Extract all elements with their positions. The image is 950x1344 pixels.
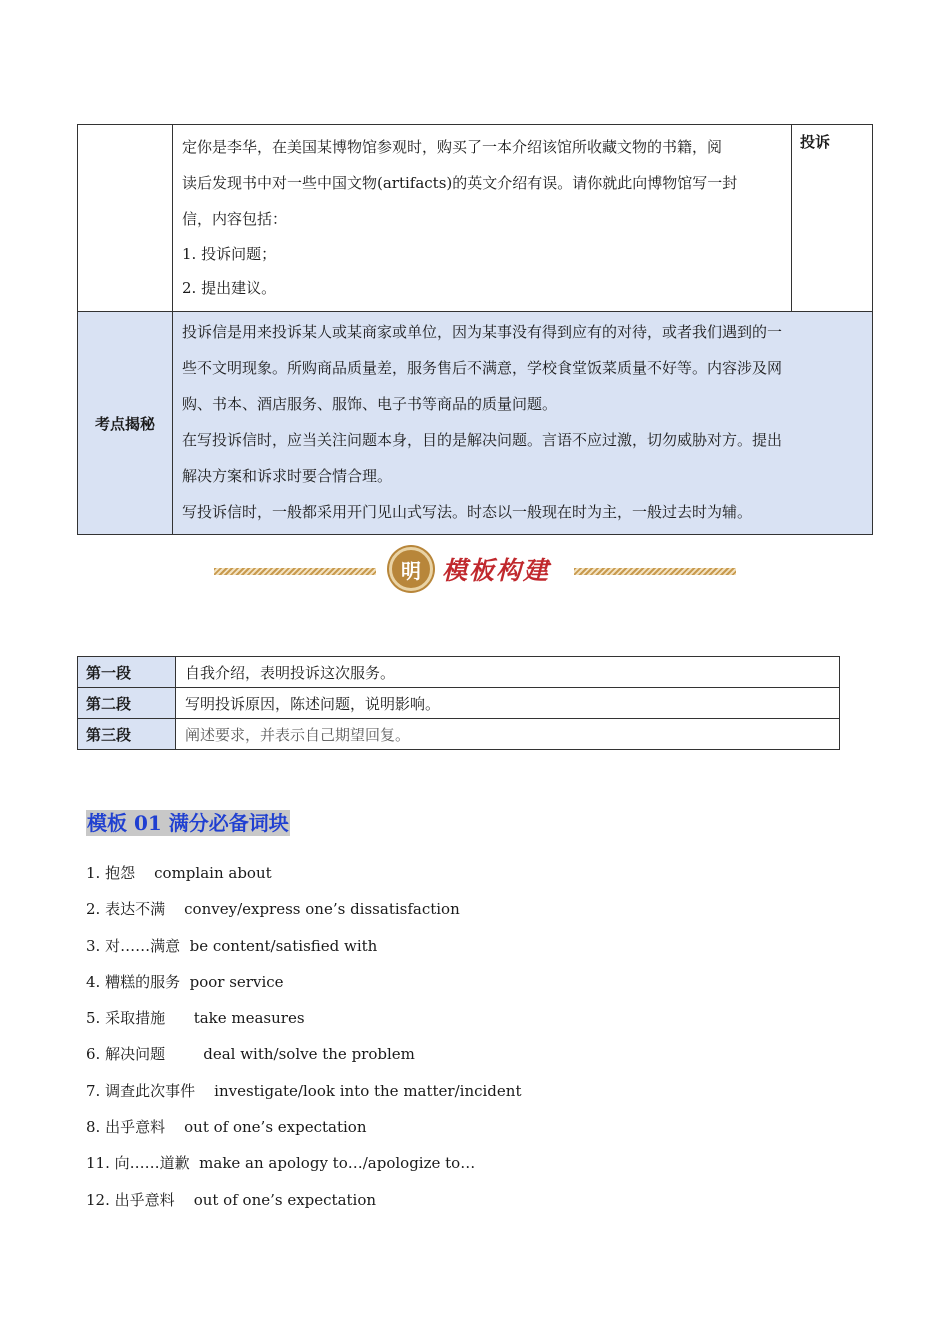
paragraph-text: 阐述要求，并表示自己期望回复。 [176,719,840,750]
paragraph-text: 写明投诉原因，陈述问题，说明影响。 [176,688,840,719]
section-heading: 模板 01 满分必备词块 [87,811,289,835]
list-item: 6. 解决问题 deal with/solve the problem [86,1045,415,1064]
letter-type-label: 投诉 [792,125,873,312]
banner-rule-left [214,568,376,575]
paragraph-structure-table [77,656,840,750]
analysis-label: 考点揭秘 [78,312,173,535]
analysis-line: 在写投诉信时，应当关注问题本身，目的是解决问题。言语不应过激，切勿威胁对方。提出 [182,431,783,449]
list-item: 8. 出乎意料 out of one’s expectation [86,1118,367,1137]
banner-title: 模板构建 [442,556,551,585]
analysis-line: 写投诉信时，一般都采用开门见山式写法。时态以一般现在时为主，一般过去时为辅。 [182,503,753,521]
prompt-table [77,124,873,535]
analysis-line: 解决方案和诉求时要合情合理。 [182,467,393,485]
paragraph-label: 第三段 [78,719,176,750]
list-item: 3. 对……满意 be content/satisfied with [86,936,378,955]
list-item: 2. 表达不满 convey/express one’s dissatisfaction [86,900,460,919]
prompt-line: 1. 投诉问题； [182,245,277,263]
table-row [78,657,840,688]
analysis-line: 些不文明现象。所购商品质量差，服务售后不满意，学校食堂饭菜质量不好等。内容涉及网 [182,359,783,377]
paragraph-label: 第一段 [78,657,176,688]
prompt-cell [173,125,792,312]
section-banner [214,545,736,595]
table-row [78,688,840,719]
list-item: 12. 出乎意料 out of one’s expectation [86,1190,377,1209]
list-item: 5. 采取措施 take measures [86,1009,305,1028]
paragraph-text: 自我介绍，表明投诉这次服务。 [176,657,840,688]
table-row [78,719,840,750]
prompt-line: 定你是李华，在美国某博物馆参观时，购买了一本介绍该馆所收藏文物的书籍，阅 [182,138,723,156]
list-item: 11. 向……道歉 make an apology to…/apologize to… [86,1154,476,1173]
prompt-empty-cell [78,125,173,312]
banner-medal-icon: 明 [389,547,433,591]
analysis-line: 投诉信是用来投诉某人或某商家或单位，因为某事没有得到应有的对待，或者我们遇到的一 [182,323,783,341]
paragraph-label: 第二段 [78,688,176,719]
prompt-row [78,125,873,312]
list-item: 1. 抱怨 complain about [86,864,272,882]
banner-rule-right [574,568,736,575]
list-item: 4. 糟糕的服务 poor service [86,972,284,991]
analysis-line: 购、书本、酒店服务、服饰、电子书等商品的质量问题。 [182,395,558,413]
analysis-content [173,312,873,535]
list-item: 7. 调查此次事件 investigate/look into the matter/incident [86,1081,522,1100]
analysis-row [78,312,873,535]
phrase-list [86,862,521,1225]
prompt-line: 2. 提出建议。 [182,279,277,297]
prompt-line: 信，内容包括： [182,210,288,228]
prompt-line: 读后发现书中对一些中国文物(artifacts)的英文介绍有误。请你就此向博物馆写一封 [182,174,738,192]
